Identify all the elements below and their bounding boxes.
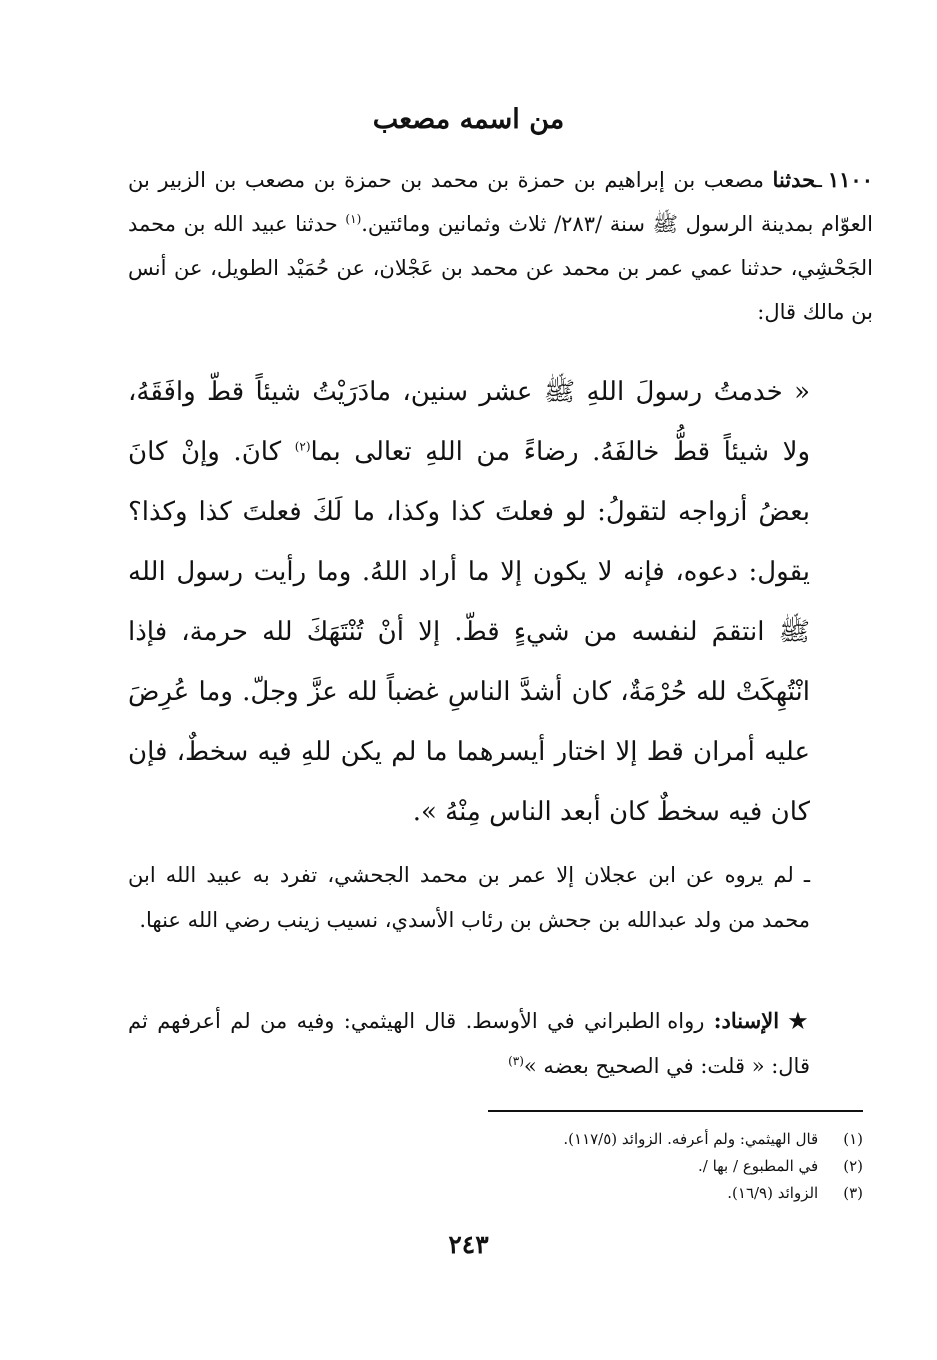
- hadith-matn-part-1: « خدمتُ رسولَ اللهِ ﷺ عشر سنين، مادَرَيْتُ شيئاً قطّ وافَقَهُ، ولا شيئاً قطُّ خالفَهُ. رضاءً من اللهِ تعالى بما: [128, 377, 810, 467]
- footnote-ref-1: (١): [345, 212, 362, 226]
- footnote-number: (٣): [843, 1184, 863, 1202]
- hadith-lead-word: حدثنا: [772, 167, 816, 192]
- hadith-isnad-text: مصعب بن إبراهيم بن حمزة بن محمد بن حمزة بن مصعب بن الزبير بن العوّام بمدينة الرسول ﷺ سنة /٢٨٣/ ثلاث وثمانين ومائتين.: [128, 168, 874, 236]
- footnote-item: [400, 1153, 863, 1180]
- hadith-matn-part-2: كانَ. وإنْ كانَ بعضُ أزواجه لتقولُ: لو فعلتَ كذا وكذا، ما لَكَ فعلتَ كذا وكذا؟ يقول: دعوه، فإنه لا يكون إلا ما أراد اللهُ. وما رأيت رسول الله ﷺ انتقمَ لنفسه من شيءٍ قطّ. إلا أنْ تُنْتَهَكَ لله حرمة، فإذا انْتُهِكَتْ لله حُرْمَةٌ، كان أشدَّ الناسِ غضباً لله عزَّ وجلّ. وما عُرِضَ عليه أمران قط إلا اختار أيسرهما ما لم يكن للهِ فيه سخطٌ، فإن كان فيه سخطٌ كان أبعد الناس مِنْهُ ».: [128, 437, 810, 827]
- footnote-text: الزوائد (١٦/٩).: [727, 1184, 819, 1202]
- commentary-paragraph: ـ لم يروه عن ابن عجلان إلا عمر بن محمد الجحشي، تفرد به عبيد الله ابن محمد من ولد عبدالله بن جحش بن رئاب الأسدي، نسيب زينب رضي الله عنها.: [128, 863, 810, 932]
- footnote-ref-3: (٣): [508, 1054, 524, 1068]
- isnad-grade-text: رواه الطبراني في الأوسط. قال الهيثمي: وفيه من لم أعرفهم ثم قال: « قلت: في الصحيح بعضه »: [128, 1009, 810, 1078]
- footnotes-list: [400, 1126, 863, 1207]
- footnote-text: في المطبوع / بها /.: [697, 1157, 819, 1175]
- hadith-matn-paragraph: [128, 362, 810, 842]
- isnad-label: الإسناد:: [713, 1008, 780, 1033]
- star-icon: ★: [788, 1008, 810, 1033]
- hadith-number: ١١٠٠: [827, 167, 873, 192]
- hadith-isnad-continuation: حدثنا عبيد الله بن محمد الجَحْشِي، حدثنا عمي عمر بن محمد عن محمد بن عَجْلان، عن حُمَيْد الطويل، عن أنس بن مالك قال:: [128, 212, 873, 324]
- footnote-text: قال الهيثمي: ولم أعرفه. الزوائد (١١٧/٥).: [563, 1130, 819, 1148]
- isnad-grading-paragraph: [128, 998, 810, 1089]
- section-title: من اسمه مصعب: [372, 104, 565, 135]
- footnote-item: [400, 1126, 863, 1153]
- hadith-isnad-paragraph: [128, 158, 873, 334]
- footnote-ref-2: (٢): [294, 439, 311, 454]
- footnote-divider: [488, 1110, 863, 1112]
- hadith-dash: ـ: [815, 168, 822, 192]
- footnote-item: [400, 1180, 863, 1207]
- footnote-number: (٢): [843, 1157, 863, 1175]
- page-number: ٢٤٣: [448, 1230, 489, 1259]
- footnote-number: (١): [843, 1130, 863, 1148]
